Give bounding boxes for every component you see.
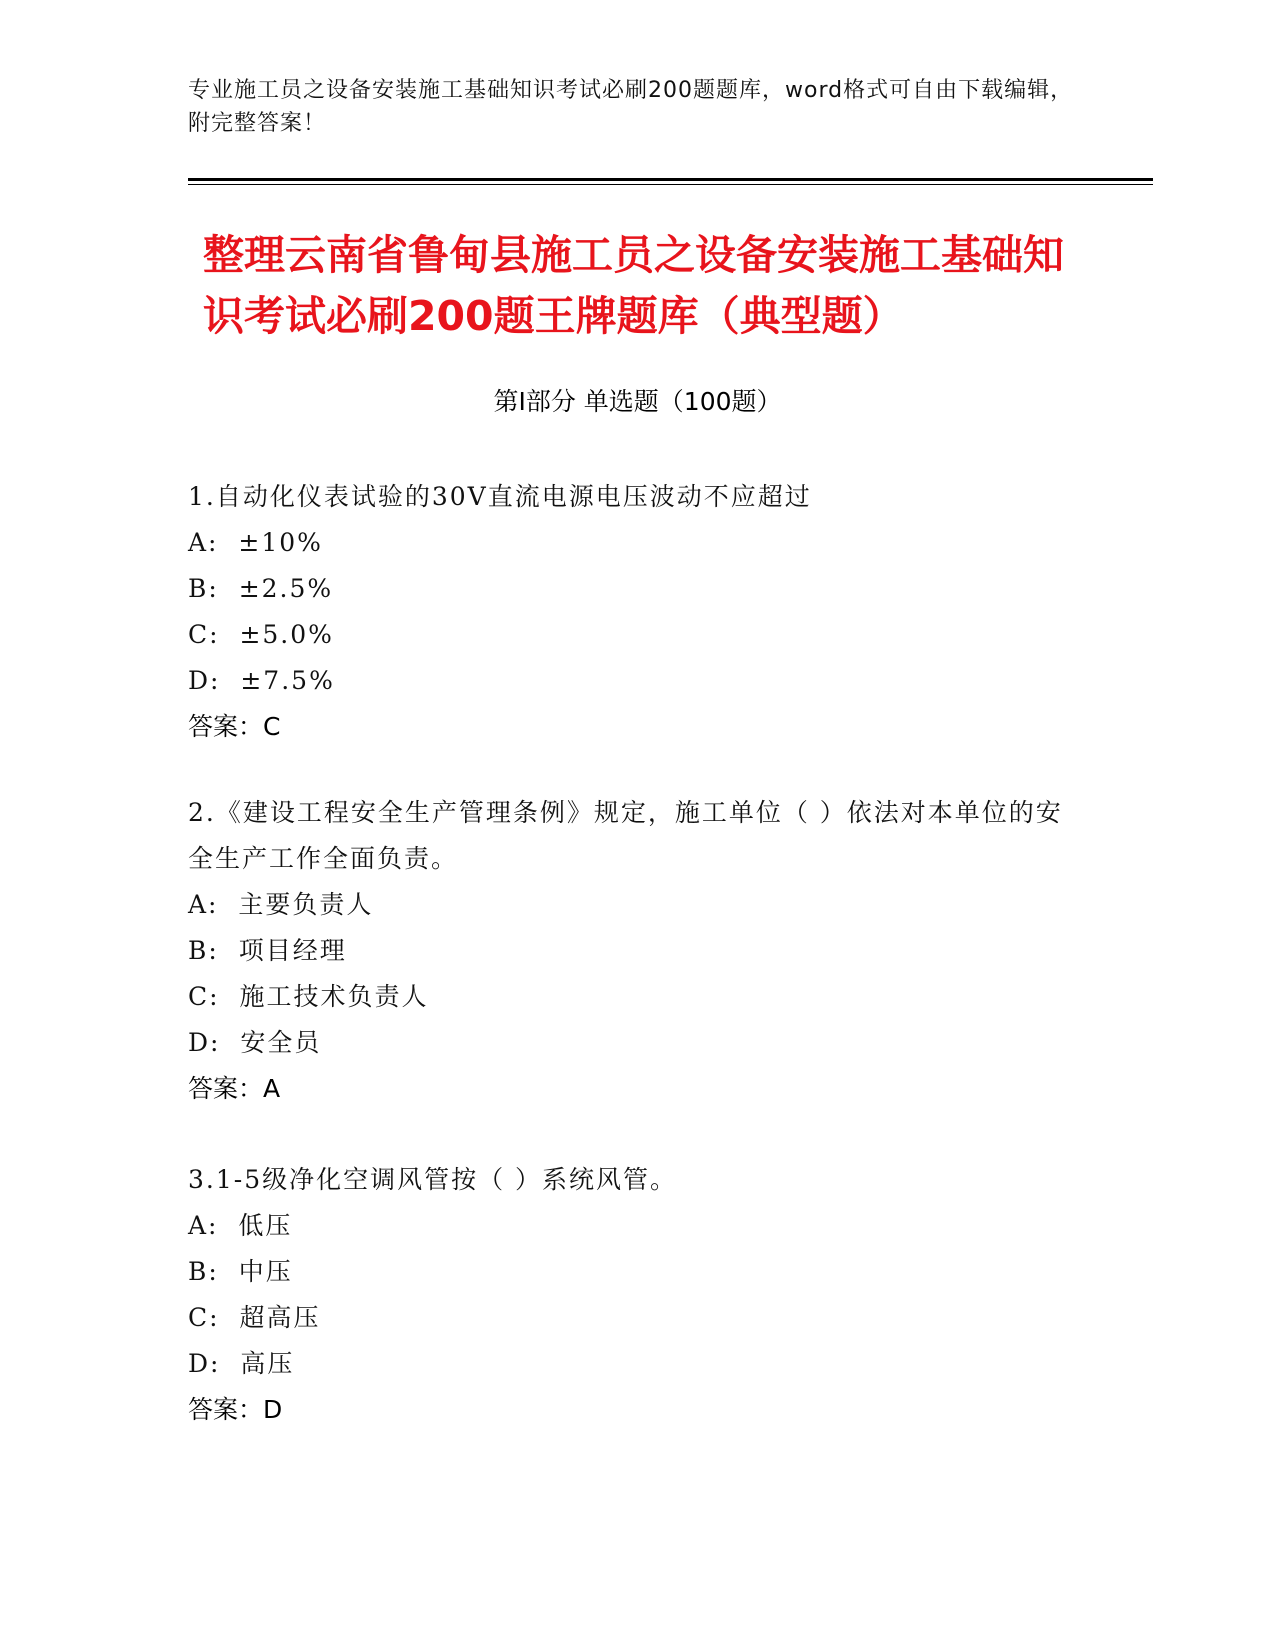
question-1 bbox=[188, 474, 1088, 750]
option-b: B: 项目经理 bbox=[188, 936, 347, 965]
answer: 答案：D bbox=[188, 1395, 283, 1424]
header-note: 专业施工员之设备安装施工基础知识考试必刷200题题库，word格式可自由下载编辑，附完整答案！ bbox=[188, 78, 1074, 136]
option-d: D: 安全员 bbox=[188, 1028, 322, 1057]
option-a: A: 低压 bbox=[188, 1211, 293, 1240]
question-3 bbox=[188, 1157, 1088, 1433]
option-b: B: 中压 bbox=[188, 1257, 293, 1286]
answer: 答案：C bbox=[188, 712, 281, 741]
section-title: 第Ⅰ部分 单选题（100题） bbox=[493, 387, 782, 416]
answer: 答案：A bbox=[188, 1074, 281, 1103]
question-text: 2.《建设工程安全生产管理条例》规定，施工单位（ ）依法对本单位的安全生产工作全面负责。 bbox=[188, 798, 1063, 873]
header-rule-thick bbox=[188, 178, 1153, 181]
option-a: A: ±10% bbox=[188, 528, 323, 557]
header-rule-thin bbox=[188, 184, 1153, 185]
question-text: 1.自动化仪表试验的30V直流电源电压波动不应超过 bbox=[188, 482, 812, 511]
option-d: D: ±7.5% bbox=[188, 666, 335, 695]
option-c: C: 超高压 bbox=[188, 1303, 321, 1332]
option-d: D: 高压 bbox=[188, 1349, 295, 1378]
option-a: A: 主要负责人 bbox=[188, 890, 374, 919]
document-title: 整理云南省鲁甸县施工员之设备安装施工基础知识考试必刷200题王牌题库（典型题） bbox=[203, 231, 1064, 340]
option-b: B: ±2.5% bbox=[188, 574, 334, 603]
option-c: C: ±5.0% bbox=[188, 620, 334, 649]
question-2 bbox=[188, 790, 1088, 1112]
option-c: C: 施工技术负责人 bbox=[188, 982, 429, 1011]
question-text: 3.1-5级净化空调风管按（ ）系统风管。 bbox=[188, 1165, 678, 1194]
